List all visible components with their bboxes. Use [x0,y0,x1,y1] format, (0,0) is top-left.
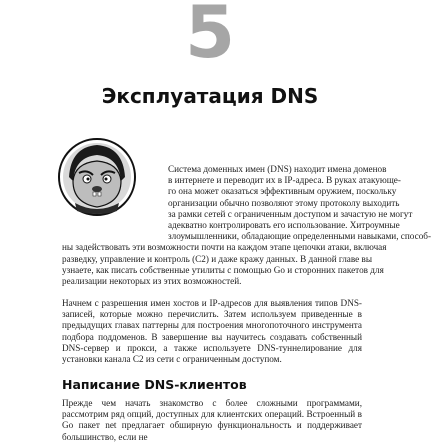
section-heading: Написание DNS-клиентов [62,377,247,392]
intro-line: адекватно контролировать его использование. Хитроумные [168,220,400,231]
body-paragraph: Прежде чем начать знакомство с более сложными программами, рассмотрим ряд опций, доступных для клиентских операций. Встроенный в Go пакет net предлагает обширную функциональность и поддерживает большинство, если не [62,398,362,442]
intro-line: за рамки сетей с ограниченным доступом и зачастую не могут [168,208,413,219]
intro-line: организации обычно позволяют этому протоколу выходить [168,197,400,208]
chapter-title: Эксплуатация DNS [101,84,319,108]
body-paragraph: Начнем с разрешения имен хостов и IP-адресов для выявления типов DNS-записей, которые можно перечислить. Затем используем приведенные в предыдущих главах паттерны для построения многопоточного инструмента подбора поддоменов. В завершение вы научитесь создавать собственный DNS-сервер и прокси, а также используете DNS-туннелирование для установки канала C2 из сети с ограниченным доступом. [62,298,362,365]
intro-line: злоумышленники, обладающие определенными навыками, способ- [168,231,431,242]
intro-line: узнаете, как писать собственные утилиты с помощью Go и сторонних пакетов для [62,264,384,275]
chapter-number: 5 [184,0,236,74]
intro-line: го она может оказаться эффективным оружием, поскольку [168,186,397,197]
intro-line: в интернете и переводит их в IP-адреса. В руках атакующе- [168,175,401,186]
chapter-intro-paragraph [62,164,431,287]
intro-line: реализации некоторых из этих возможностей. [62,276,242,287]
intro-line: разведку, управление и контроль (C2) и даже кражу данных. В данной главе вы [62,253,373,264]
intro-line: ны задействовать эти возможности почти на каждом этапе цепочки атаки, включая [62,242,387,253]
intro-line: Система доменных имен (DNS) находит имена доменов [168,164,387,174]
